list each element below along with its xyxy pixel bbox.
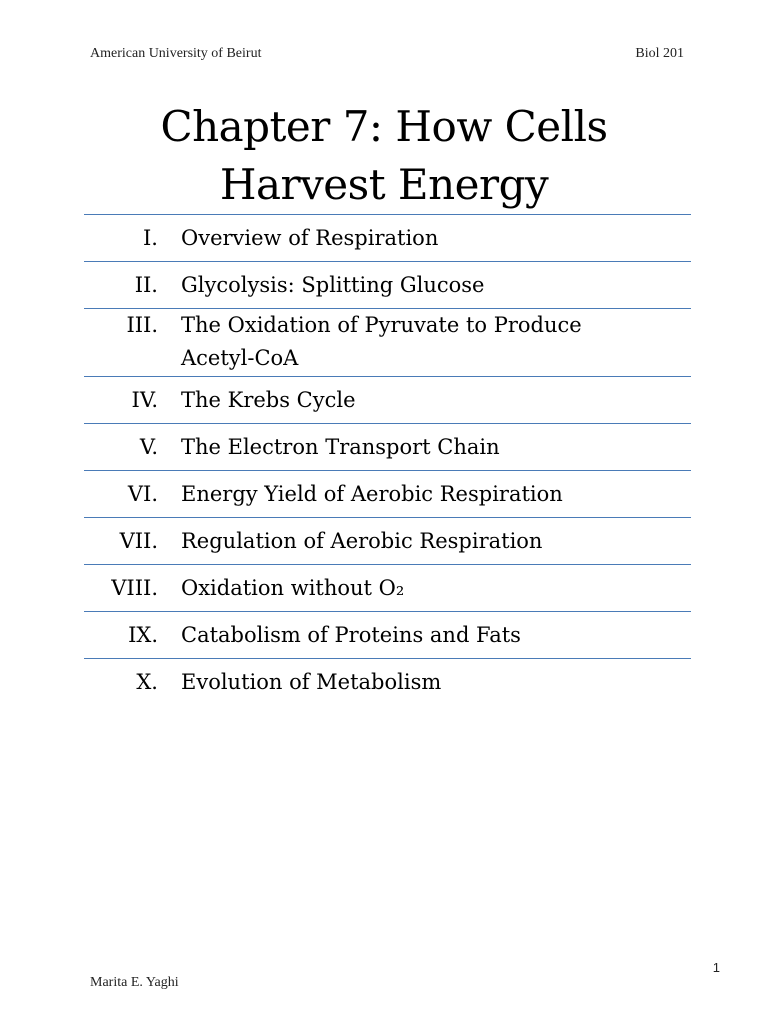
page-footer-author: Marita E. Yaghi: [90, 975, 179, 990]
toc-row: [84, 215, 691, 262]
toc-row: [84, 471, 691, 518]
toc-number: VII.: [119, 528, 158, 553]
toc-title: Evolution of Metabolism: [181, 670, 442, 694]
toc-title: The Electron Transport Chain: [181, 434, 500, 459]
toc-row: [84, 377, 691, 424]
toc-title-line1: The Oxidation of Pyruvate to Produce: [181, 313, 582, 337]
toc-number: VIII.: [111, 575, 158, 600]
toc-title: The Krebs Cycle: [181, 387, 356, 412]
toc-number: II.: [134, 272, 158, 297]
toc-title: Overview of Respiration: [181, 225, 439, 250]
toc-number: X.: [136, 670, 158, 694]
toc-number: IV.: [131, 387, 158, 412]
toc-number: VI.: [127, 481, 158, 506]
toc-number: V.: [139, 434, 158, 459]
page-number: 1: [712, 960, 720, 975]
page-header-course: Biol 201: [635, 46, 684, 61]
chapter-title: [0, 98, 768, 214]
toc-row: [84, 262, 691, 309]
toc-number: IX.: [128, 622, 158, 647]
toc-title-line2: Acetyl-CoA: [181, 346, 299, 370]
table-of-contents: [84, 214, 691, 706]
chapter-title-line2: Harvest Energy: [219, 160, 549, 209]
toc-title: Glycolysis: Splitting Glucose: [181, 272, 485, 297]
toc-title: Oxidation without O₂: [181, 575, 405, 600]
toc-title: [181, 309, 691, 375]
page-header-institution: American University of Beirut: [90, 46, 262, 61]
toc-title: Regulation of Aerobic Respiration: [181, 528, 543, 553]
toc-row: [84, 659, 691, 706]
toc-row: [84, 424, 691, 471]
toc-row: [84, 612, 691, 659]
toc-row: [84, 565, 691, 612]
toc-number: III.: [126, 313, 158, 337]
toc-title: Energy Yield of Aerobic Respiration: [181, 481, 563, 506]
toc-row: [84, 518, 691, 565]
toc-title: Catabolism of Proteins and Fats: [181, 622, 521, 647]
chapter-title-line1: Chapter 7: How Cells: [160, 102, 608, 151]
toc-row: [84, 309, 691, 377]
toc-number: I.: [143, 225, 158, 250]
